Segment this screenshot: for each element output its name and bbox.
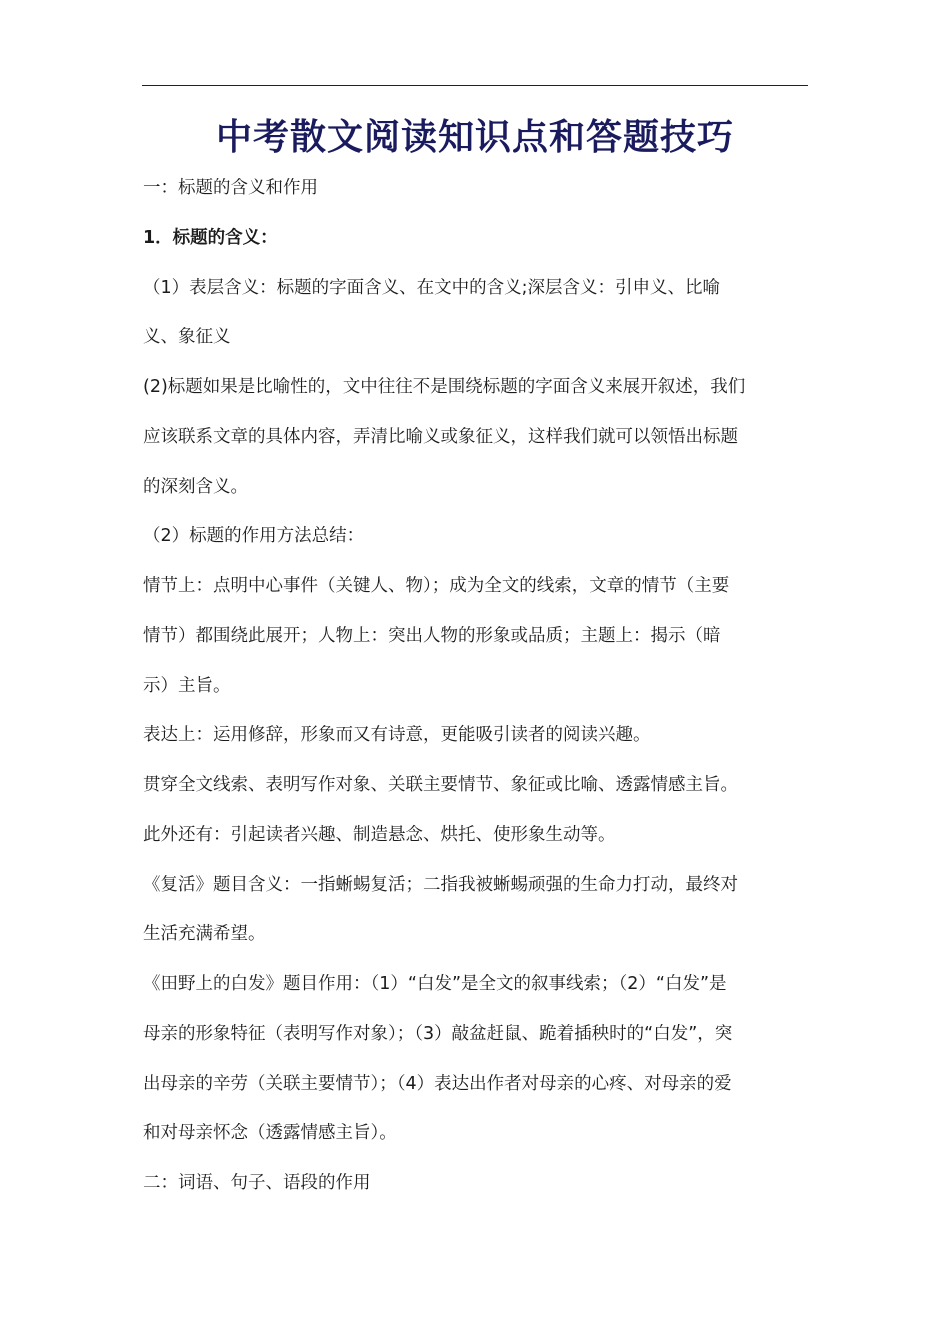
paragraph-line: 《田野上的白发》题目作用：（1）“白发”是全文的叙事线索；（2）“白发”是 [143, 974, 727, 994]
header-rule [142, 85, 808, 86]
paragraph-line: 《复活》题目含义：一指蜥蜴复活；二指我被蜥蜴顽强的生命力打动，最终对 [143, 874, 738, 895]
paragraph-line: 贯穿全文线索、表明写作对象、关联主要情节、象征或比喻、透露情感主旨。 [143, 775, 738, 795]
paragraph-line: 母亲的形象特征（表明写作对象）；（3）敲盆赶鼠、跪着插秧时的“白发”，突 [143, 1023, 733, 1044]
paragraph-line: 情节上：点明中心事件（关键人、物）；成为全文的线索，文章的情节（主要 [143, 576, 730, 596]
paragraph-line: （1）表层含义：标题的字面含义、在文中的含义;深层含义：引申义、比喻 [143, 277, 721, 298]
section-heading-1: 一：标题的含义和作用 [143, 178, 318, 198]
subheading-title-meaning: 1．标题的含义： [143, 227, 278, 248]
paragraph-line: 和对母亲怀念（透露情感主旨）。 [143, 1123, 397, 1144]
paragraph-line: (2)标题如果是比喻性的，文中往往不是围绕标题的字面含义来展开叙述，我们 [143, 377, 746, 397]
paragraph-line: 此外还有：引起读者兴趣、制造悬念、烘托、使形象生动等。 [143, 824, 616, 845]
paragraph-line: 的深刻含义。 [143, 476, 248, 497]
paragraph-line: 表达上：运用修辞，形象而又有诗意，更能吸引读者的阅读兴趣。 [143, 725, 651, 746]
paragraph-line: 应该联系文章的具体内容，弄清比喻义或象征义，这样我们就可以领悟出标题 [143, 426, 738, 447]
paragraph-line: 出母亲的辛劳（关联主要情节）；（4）表达出作者对母亲的心疼、对母亲的爱 [143, 1073, 732, 1094]
paragraph-line: 生活充满希望。 [143, 924, 266, 945]
section-heading-2: 二：词语、句子、语段的作用 [143, 1173, 371, 1193]
document-title: 中考散文阅读知识点和答题技巧 [215, 117, 734, 158]
paragraph-line: 示）主旨。 [143, 675, 231, 696]
subheading-title-function: （2）标题的作用方法总结： [143, 526, 365, 547]
document-body [143, 164, 811, 1209]
paragraph-line: 义、象征义 [143, 327, 231, 348]
paragraph-line: 情节）都围绕此展开；人物上：突出人物的形象或品质；主题上：揭示（暗 [143, 625, 721, 646]
